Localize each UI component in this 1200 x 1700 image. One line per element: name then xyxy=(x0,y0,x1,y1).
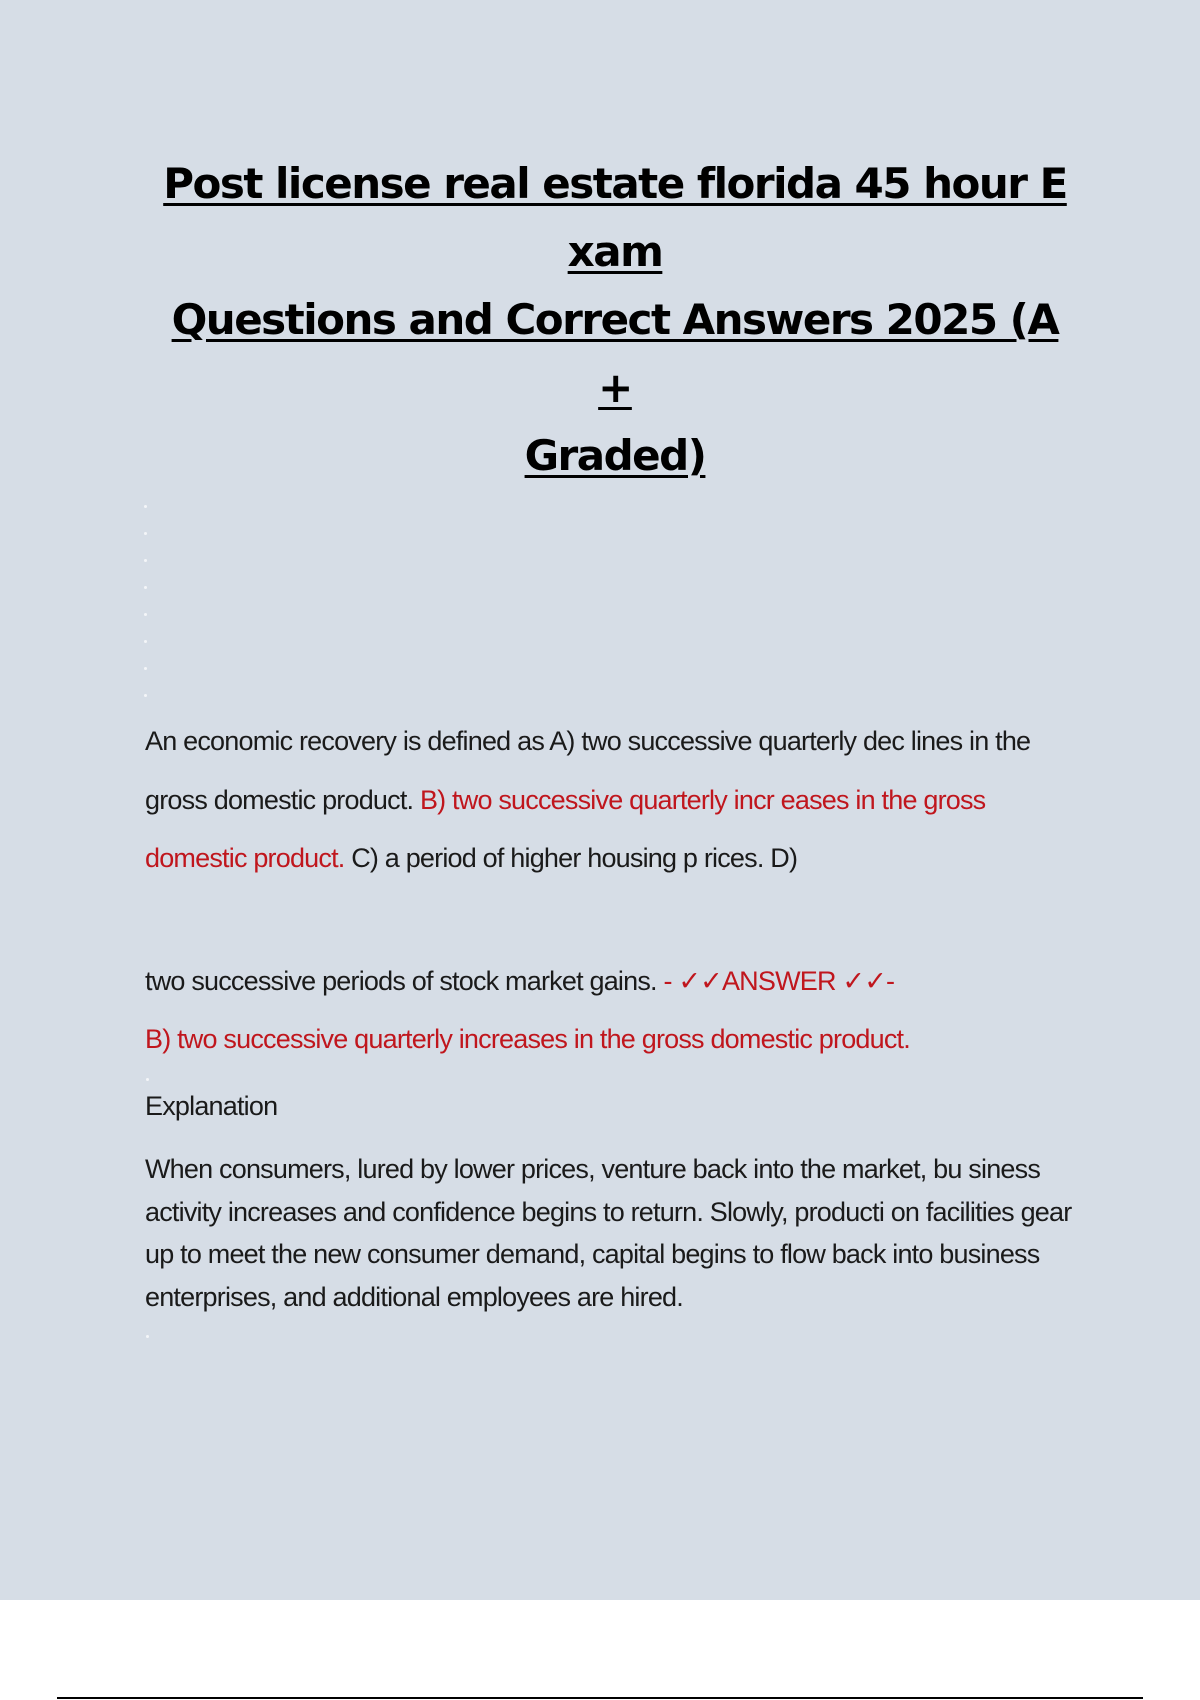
correct-answer: B) two successive quarterly increases in the gross domestic product. xyxy=(145,1024,910,1054)
title-line-2: xam xyxy=(567,227,663,276)
question-line-2: two successive periods of stock market gains. xyxy=(145,966,664,996)
document-title xyxy=(140,150,1090,490)
decorative-dot xyxy=(146,1335,149,1338)
title-line-4: + xyxy=(598,363,632,412)
footer-divider xyxy=(57,1697,1143,1699)
question-part-3: C) a period of higher housing p rices. D) xyxy=(344,843,798,873)
decorative-dot xyxy=(146,1078,149,1081)
answer-marker: - ✓✓ANSWER ✓✓- xyxy=(663,966,895,996)
explanation-text: When consumers, lured by lower prices, venture back into the market, bu siness activity increases and confidence begins to return. Slowly, producti on facilities gear up to meet the new consumer demand, capital begins to flow back into business enterprises, and additional employees are hired. xyxy=(145,1154,1072,1312)
explanation-label: Explanation xyxy=(145,1091,278,1121)
title-line-5: Graded) xyxy=(524,431,706,480)
question-option-b-highlight: B) two successive quarterly incr eases in the gross domestic product. xyxy=(145,784,986,873)
question-continuation xyxy=(145,966,1085,996)
title-line-3: Questions and Correct Answers 2025 (A xyxy=(171,295,1059,344)
title-line-1: Post license real estate florida 45 hour E xyxy=(163,159,1067,208)
decorative-dots xyxy=(144,505,150,721)
question-part-1: An economic recovery is defined as A) two successive quarterly dec lines in the gross domestic product. xyxy=(145,726,1031,815)
question-text xyxy=(145,712,1085,888)
